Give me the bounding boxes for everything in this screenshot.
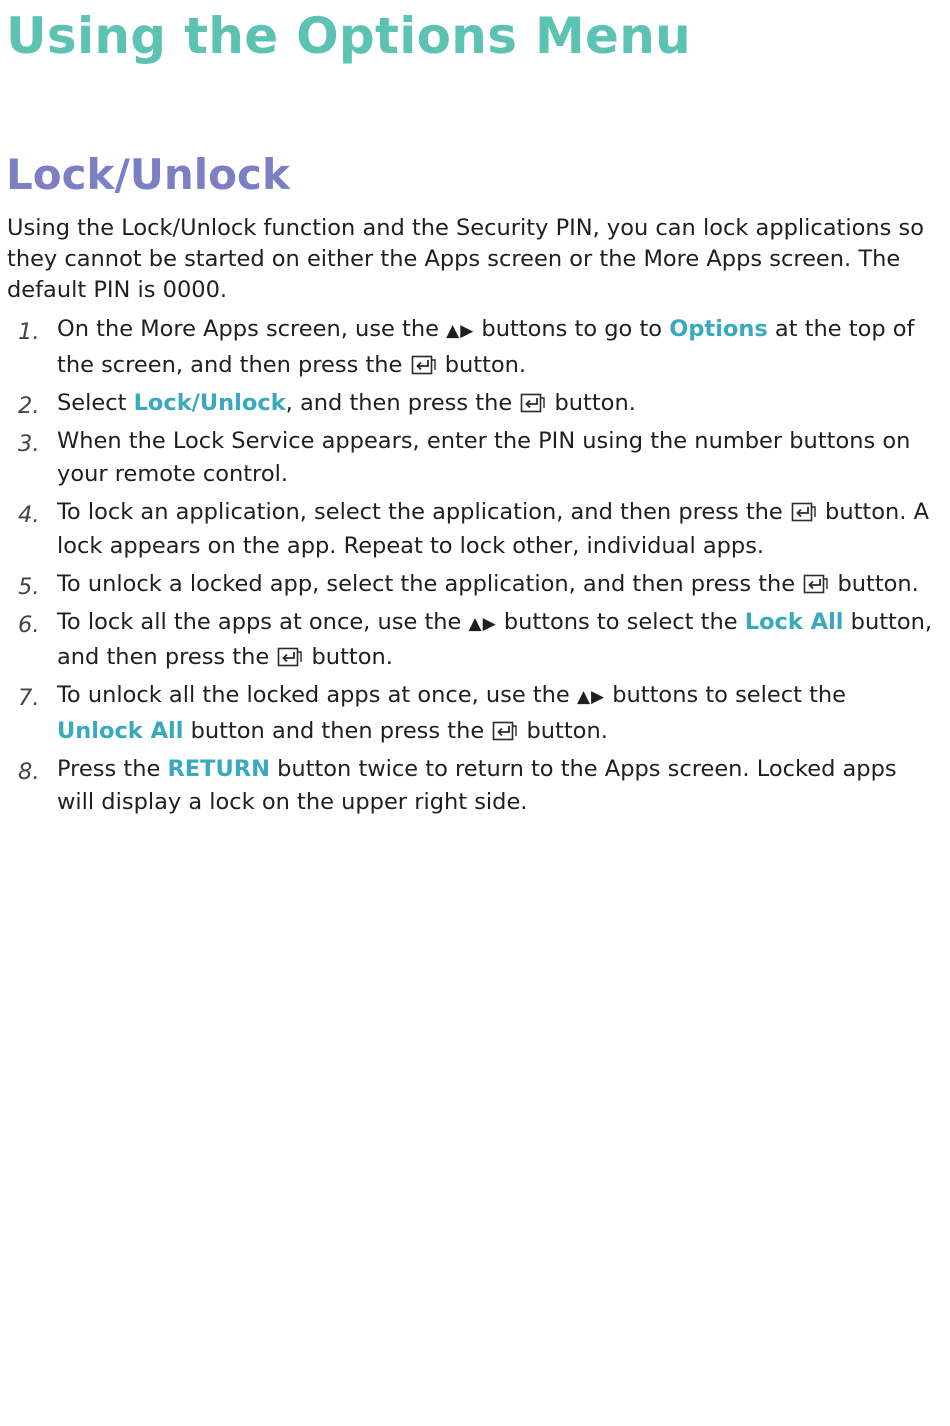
enter-button-icon bbox=[803, 573, 829, 595]
step-text: button. A lock appears on the app. Repeat to lock other, individual apps. bbox=[57, 499, 929, 559]
step-text: To lock an application, select the application, and then press the bbox=[57, 499, 790, 525]
step-item bbox=[0, 313, 935, 382]
step-text: button, and then press the bbox=[57, 608, 933, 670]
step-text: On the More Apps screen, use the bbox=[57, 316, 447, 342]
step-number: 3. bbox=[18, 430, 40, 457]
step-number: 5. bbox=[18, 573, 40, 600]
step-number: 8. bbox=[18, 758, 40, 785]
step-item bbox=[0, 568, 935, 602]
step-item bbox=[0, 753, 935, 820]
highlight-options: Options bbox=[669, 316, 768, 342]
step-number: 7. bbox=[18, 685, 40, 711]
step-number: 2. bbox=[18, 392, 40, 419]
enter-button-icon bbox=[411, 354, 437, 376]
intro-paragraph: Using the Lock/Unlock function and the Security PIN, you can lock applications so they cannot be started on either the Apps screen or the More Apps screen. The default PIN is 0000. bbox=[7, 215, 925, 303]
step-text: button. bbox=[547, 389, 636, 416]
step-text: button. bbox=[304, 644, 393, 670]
step-text: at the top of the screen, and then press the bbox=[57, 316, 915, 378]
step-item bbox=[0, 387, 935, 421]
up-right-arrow-buttons-icon: ▲▶ bbox=[576, 687, 606, 707]
step-item bbox=[0, 679, 935, 748]
step-text: , and then press the bbox=[285, 389, 520, 416]
step-item bbox=[0, 496, 935, 563]
highlight-return: RETURN bbox=[167, 755, 270, 782]
step-text: To lock all the apps at once, use the bbox=[57, 608, 469, 635]
section-title: Lock/Unlock bbox=[6, 150, 290, 199]
page-title: Using the Options Menu bbox=[6, 7, 692, 65]
step-item bbox=[0, 606, 935, 675]
enter-button-icon bbox=[520, 392, 546, 414]
enter-button-icon bbox=[791, 501, 817, 523]
step-text: button and then press the bbox=[183, 717, 492, 744]
step-text: Select bbox=[57, 389, 134, 416]
step-number: 6. bbox=[18, 611, 40, 638]
step-text: button. bbox=[830, 570, 919, 597]
up-right-arrow-buttons-icon: ▲▶ bbox=[446, 321, 475, 341]
highlight-unlock-all: Unlock All bbox=[57, 717, 184, 744]
step-text: button. bbox=[437, 351, 527, 378]
step-text: buttons to select the bbox=[605, 682, 847, 708]
highlight-lock-all: Lock All bbox=[744, 608, 844, 635]
step-text: To unlock all the locked apps at once, use the bbox=[57, 682, 577, 708]
steps-list bbox=[0, 313, 935, 824]
step-text: buttons to select the bbox=[496, 608, 745, 635]
step-text: button. bbox=[519, 717, 608, 744]
highlight-lock-unlock: Lock/Unlock bbox=[133, 389, 286, 416]
step-text: button twice to return to the Apps screen. Locked apps will display a lock on the upper right side. bbox=[57, 755, 897, 815]
step-text: Press the bbox=[57, 755, 168, 782]
step-text: buttons to go to bbox=[474, 316, 670, 342]
step-text: To unlock a locked app, select the application, and then press the bbox=[57, 570, 803, 597]
enter-button-icon bbox=[492, 720, 518, 742]
enter-button-icon bbox=[277, 646, 303, 668]
step-text: When the Lock Service appears, enter the PIN using the number buttons on your remote control. bbox=[57, 427, 911, 487]
up-right-arrow-buttons-icon: ▲▶ bbox=[468, 613, 497, 634]
step-number: 1. bbox=[18, 319, 40, 345]
step-item bbox=[0, 425, 935, 492]
step-number: 4. bbox=[18, 502, 40, 528]
